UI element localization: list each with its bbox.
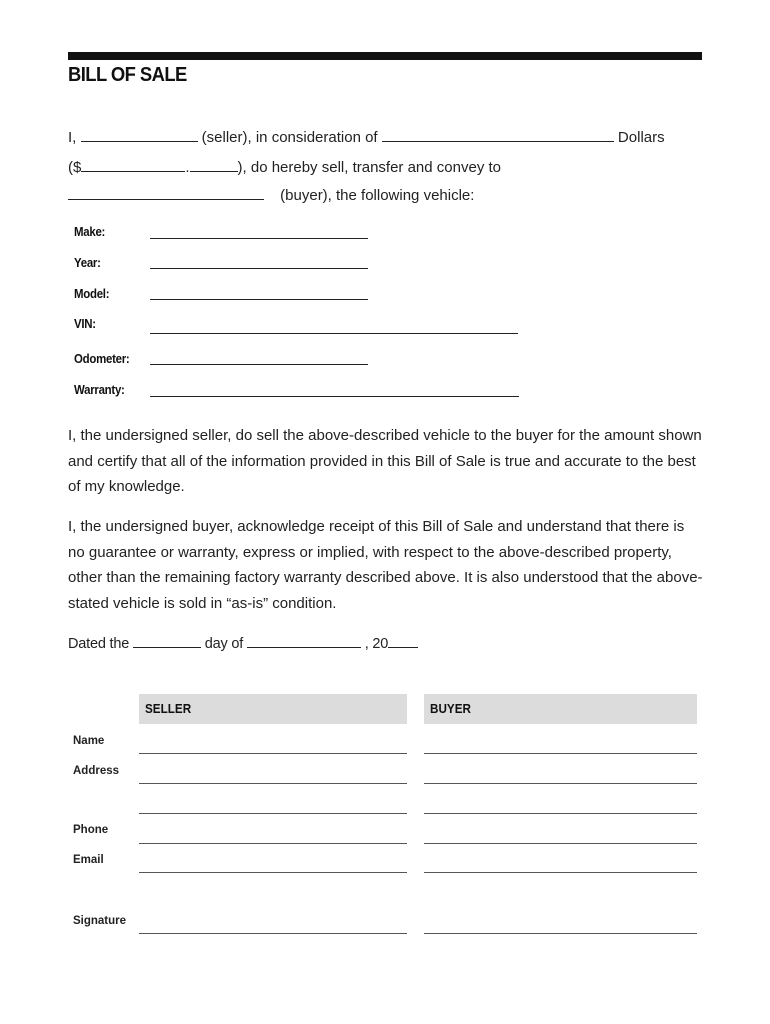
buyer-statement: I, the undersigned buyer, acknowledge receipt of this Bill of Sale and understand that there is no guarantee or warranty, express or implied, with respect to the above-described property, other than the remaining factory warranty described above. It is also understood that the above-stated vehicle is sold in “as-is” condition. (68, 518, 703, 612)
intro-line-1: I, (seller), in consideration of Dollars (68, 129, 665, 146)
amount-cents-blank[interactable] (190, 171, 238, 172)
email-row-label: Email (73, 854, 104, 866)
intro-line-2: ($ . ), do hereby sell, transfer and convey to (68, 159, 501, 176)
year-label: Year: (74, 255, 101, 270)
seller-address-field[interactable] (139, 783, 407, 784)
buyer-name-blank[interactable] (68, 199, 264, 200)
vin-label: VIN: (74, 316, 96, 331)
seller-statement: I, the undersigned seller, do sell the above-described vehicle to the buyer for the amount shown and certify that all of the information provided in this Bill of Sale is true and accurate to the best of my knowledge. (68, 427, 702, 495)
buyer-name-field[interactable] (424, 753, 697, 754)
amount-words-blank[interactable] (382, 141, 614, 142)
buyer-email-field[interactable] (424, 872, 697, 873)
dated-line: Dated the day of , 20 (68, 636, 418, 652)
seller-address-line2-field[interactable] (139, 813, 407, 814)
document-title: BILL OF SALE (68, 64, 187, 86)
model-field[interactable] (150, 299, 368, 300)
address-row-label: Address (73, 765, 120, 777)
model-label: Model: (74, 286, 110, 301)
top-rule (68, 52, 702, 60)
seller-signature-field[interactable] (139, 933, 407, 934)
warranty-label: Warranty: (74, 382, 125, 397)
buyer-address-line2-field[interactable] (424, 813, 697, 814)
year-field[interactable] (150, 268, 368, 269)
seller-email-field[interactable] (139, 872, 407, 873)
buyer-phone-field[interactable] (424, 843, 697, 844)
buyer-header: BUYER (424, 694, 697, 724)
seller-name-blank[interactable] (81, 141, 198, 142)
seller-header: SELLER (139, 694, 407, 724)
make-label: Make: (74, 224, 106, 239)
make-field[interactable] (150, 238, 368, 239)
amount-dollars-blank[interactable] (81, 171, 185, 172)
seller-phone-field[interactable] (139, 843, 407, 844)
name-row-label: Name (73, 735, 105, 747)
month-blank[interactable] (247, 647, 361, 648)
buyer-signature-field[interactable] (424, 933, 697, 934)
signature-row-label: Signature (73, 915, 127, 927)
intro-line-3: (buyer), the following vehicle: (68, 187, 474, 204)
buyer-address-field[interactable] (424, 783, 697, 784)
odometer-field[interactable] (150, 364, 368, 365)
year-blank[interactable] (388, 647, 418, 648)
odometer-label: Odometer: (74, 351, 130, 366)
phone-row-label: Phone (73, 824, 109, 836)
day-blank[interactable] (133, 647, 201, 648)
warranty-field[interactable] (150, 396, 519, 397)
vin-field[interactable] (150, 333, 518, 334)
seller-name-field[interactable] (139, 753, 407, 754)
